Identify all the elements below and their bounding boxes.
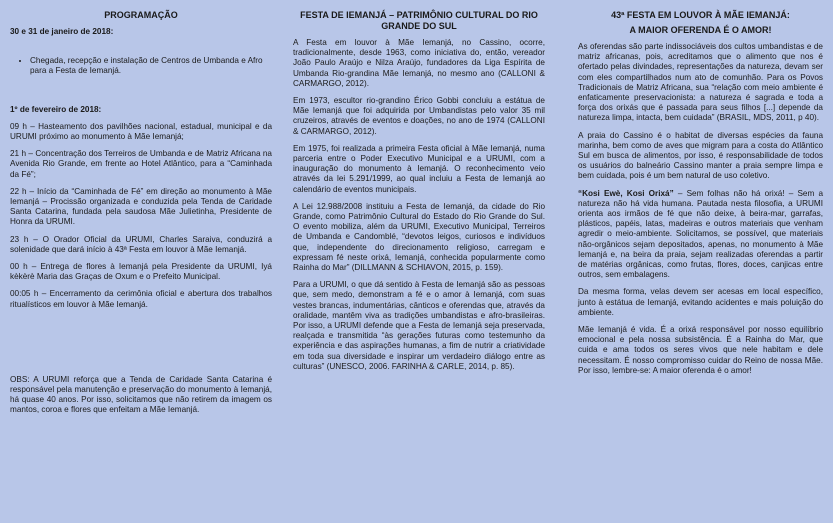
festa-title: 43ª FESTA EM LOUVOR À MÃE IEMANJÁ: bbox=[611, 10, 790, 20]
programacao-title: PROGRAMAÇÃO bbox=[104, 10, 178, 20]
oferenda-column bbox=[578, 10, 823, 383]
patrimonio-title: FESTA DE IEMANJÁ – PATRIMÔNIO CULTURAL DO RIO GRANDE DO SUL bbox=[300, 10, 538, 31]
kosi-motto: “Kosi Ewè, Kosi Orixá” bbox=[578, 188, 674, 198]
date-heading: 30 e 31 de janeiro de 2018: bbox=[10, 27, 114, 36]
date-heading: 1º de fevereiro de 2018: bbox=[10, 104, 102, 114]
oferenda-subtitle: A MAIOR OFERENDA É O AMOR! bbox=[629, 25, 772, 35]
body-paragraph: Mãe Iemanjá é vida. É a orixá responsável por nosso equilíbrio emocional e pela nossa subsistência. É a Rainha do Mar, que cuida e ama todos os seres vivos que nele habitam e dele necessitam. É nosso compromisso cuidar do Reino de nossa Mãe. Por isso, lembre-se: A maior oferenda é o amor! bbox=[578, 325, 823, 375]
body-paragraph: A Lei 12.988/2008 instituiu a Festa de Iemanjá, da cidade do Rio Grande, como Patrimônio Cultural do Estado do Rio Grande do Sul. O evento mobiliza, além da URUMI, Executivo Municipal, Terreiros de Umbanda e Candomblé, “devotos leigos, curiosos e indivíduos que, independente do direcionamento religioso, carregam e expressam fé neste orixá, Iemanjá, conhecida popularmente como Rainha do Mar” (DILLMANN & SCHIAVON, 2015, p. 159). bbox=[293, 201, 545, 273]
schedule-item: 09 h – Hasteamento dos pavilhões nacional, estadual, municipal e da URUMI próximo ao monumento à Mãe Iemanjá; bbox=[10, 121, 272, 142]
body-paragraph: A Festa em louvor à Mãe Iemanjá, no Cassino, ocorre, tradicionalmente, desde 1963, como iniciativa do, então, vereador João Paulo Araújo e Nilza Araújo, fundadores da Liga Espírita de Umbanda Rio-grandina Mãe Iemanjá, no mesmo ano (CALLONI & CARMARGO, 2012). bbox=[293, 38, 545, 88]
body-paragraph: As oferendas são parte indissociáveis dos cultos umbandistas e de matriz africanas, pois, acreditamos que o alimento que nos é ofertado pelas divindades, representações da natureza, devam ser com eles compartilhados num ato de comunhão. Para os Povos Tradicionais de Matriz Africana, sua “relação com meio ambiente é enfaticamente preservacionista: a natureza é sagrada e toda a força dos orixás que é passada para seus filhos [...] depende da natureza limpa, intacta, bem cuidada” (BRASIL, MDS, 2011, p 40). bbox=[578, 42, 823, 123]
kosi-paragraph bbox=[578, 189, 823, 281]
kosi-text: – Sem folhas não há orixá! – Sem a natureza não há vida humana. Pautada nesta filosofia, a URUMI orienta aos irmãos de fé que não deixe, à beira-mar, garrafas, plásticos, papéis, latas, madeiras e outros materiais que venham agredir o meio-ambiente. Solicitamos, se possível, que materiais não-orgânicos sejam depositados, apenas, no monumento à Mãe Iemanjá e, na beira da praia, sejam realizadas oferendas a partir de matérias orgânicas, como frutas, flores, doces, canjicas entre outros, sem embalagens. bbox=[578, 188, 823, 280]
body-paragraph: A praia do Cassino é o habitat de diversas espécies da fauna marinha, bem como de aves que migram para a costa do Atlântico Sul em busca de alimentos, por isso, é responsabilidade de todos os usuários do balneário Cassino manter a praia sempre limpa e bem cuidada, pois é um bem natural de uso coletivo. bbox=[578, 130, 823, 181]
schedule-item: 22 h – Início da “Caminhada de Fé” em direção ao monumento à Mãe Iemanjá – Procissão organizada e conduzida pela Tenda de Caridade Santa Catarina, fundada pela saudosa Mãe Julietinha, Presidente de Honra da URUMI. bbox=[10, 186, 272, 227]
programacao-column bbox=[10, 10, 272, 423]
patrimonio-column bbox=[293, 10, 545, 379]
body-paragraph: Para a URUMI, o que dá sentido à Festa de Iemanjá são as pessoas que, sem medo, demonstram a fé e o amor à Iemanjá, com suas vestes brancas, indumentárias, cânticos e oferendas que, através da oralidade, mantêm viva as tradições umbandistas e afro-brasileiras. Por isso, a URUMI defende que a Festa de Iemanjá seja preservada, realçada e transmitida “às gerações futuras como testemunho da experiência e das aspirações humanas, a fim de nutrir a criatividade em toda sua diversidade e inspirar um verdadeiro diálogo entre as culturas” (UNESCO, 2006. FARINHA & CARLE, 2014, p. 85). bbox=[293, 280, 545, 371]
arrival-list bbox=[10, 56, 272, 76]
arrival-item: • Chegada, recepção e instalação de Centros de Umbanda e Afro para a Festa de Iemanjá. bbox=[30, 56, 272, 76]
schedule-item: 23 h – O Orador Oficial da URUMI, Charles Saraiva, conduzirá a solenidade que dará início à 43ª Festa em louvor à Mãe Iemanjá. bbox=[10, 234, 272, 254]
schedule-item: 00:05 h – Encerramento da cerimônia oficial e abertura dos trabalhos ritualísticos em louvor à Mãe Iemanjá. bbox=[10, 289, 272, 309]
schedule-item: 00 h – Entrega de flores à Iemanjá pela Presidente da URUMI, Iyá kèkèrè Maria das Graças de Oxum e o Prefeito Municipal. bbox=[10, 262, 272, 282]
schedule-item: 21 h – Concentração dos Terreiros de Umbanda e de Matriz Africana na Avenida Rio Grande, em frente ao Hotel Atlântico, para a “Caminhada da Fé”; bbox=[10, 149, 272, 179]
body-paragraph: Da mesma forma, velas devem ser acesas em local específico, junto à estátua de Iemanjá, evitando acidentes e mais poluição do ambiente. bbox=[578, 287, 823, 317]
body-paragraph: Em 1973, escultor rio-grandino Érico Gobbi concluiu a estátua de Mãe Iemanjá que foi adquirida por Umbandistas pelo valor 35 mil cruzeiros, através de eventos e doações, no ano de 1974 (CALLONI & CARMARGO, 2012). bbox=[293, 96, 545, 136]
body-paragraph: Em 1975, foi realizada a primeira Festa oficial à Mãe Iemanjá, numa parceria entre o Poder Executivo Municipal e a URUMI, com a inauguração do monumento à Iemanjá. O reconhecimento veio através da lei 5.291/1999, ao qual incluiu a Festa de Iemanjá ao calendário de eventos municipais. bbox=[293, 143, 545, 194]
obs-note: OBS: A URUMI reforça que a Tenda de Caridade Santa Catarina é responsável pela manutenção e preservação do monumento à Iemanjá, há quase 40 anos. Por isso, solicitamos que não retirem da imagem os mantos, coroa e flores que enfeitam a Mãe Iemanjá. bbox=[10, 374, 272, 415]
